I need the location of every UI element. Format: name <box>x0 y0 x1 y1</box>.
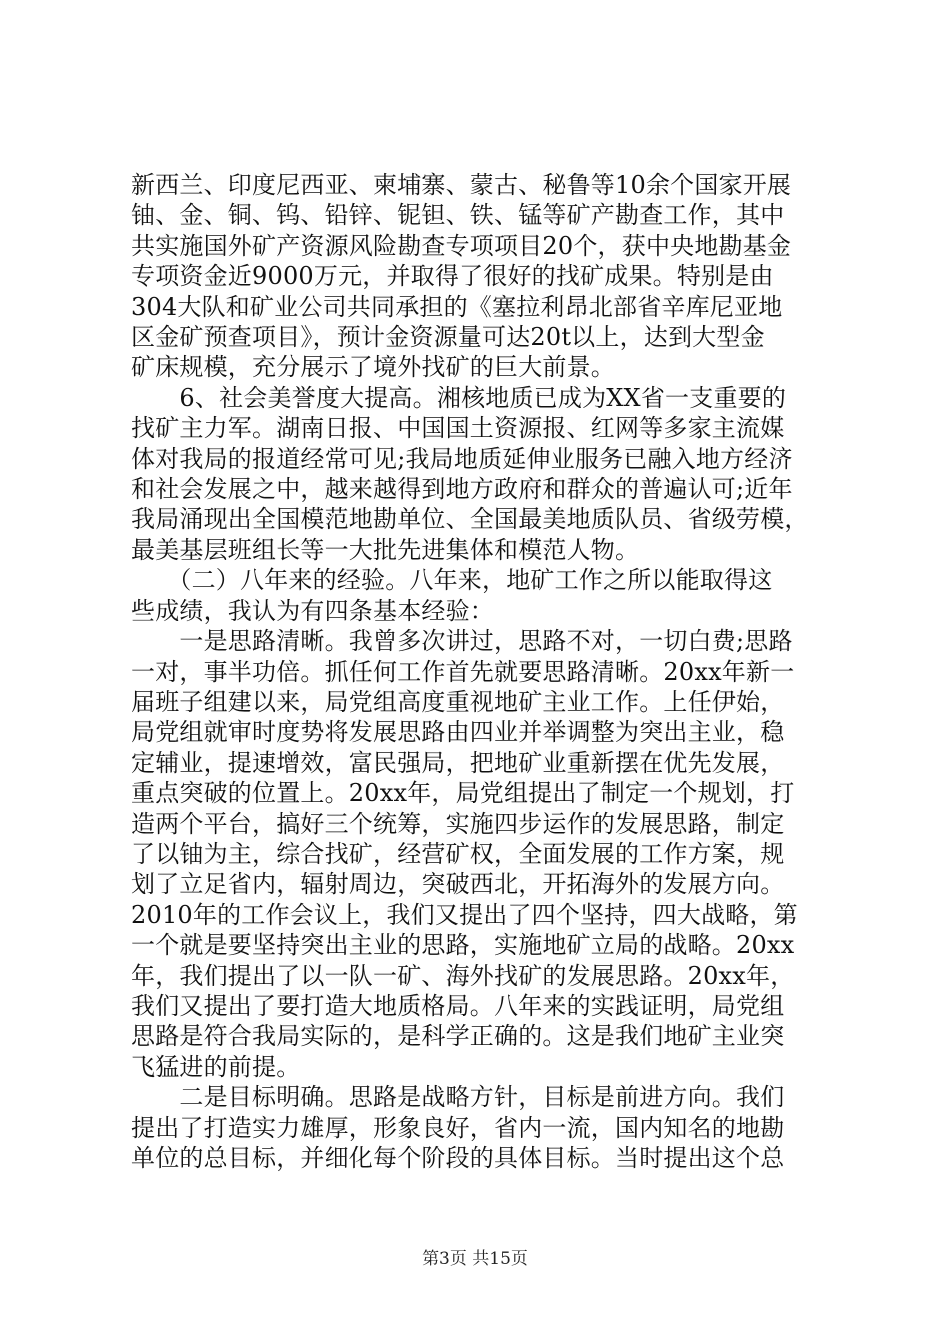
text-line: 造两个平台，搞好三个统筹，实施四步运作的发展思路，制定 <box>131 809 785 838</box>
text-line: 重点突破的位置上。20xx年，局党组提出了制定一个规划，打 <box>131 779 795 808</box>
text-line: 和社会发展之中，越来越得到地方政府和群众的普遍认可;近年 <box>131 475 793 504</box>
text-line: 找矿主力军。湖南日报、中国国土资源报、红网等多家主流媒 <box>131 414 785 443</box>
text-line: 些成绩，我认为有四条基本经验： <box>131 596 494 625</box>
page-number-footer: 第3页 共15页 <box>422 1249 528 1269</box>
text-line: 我局涌现出全国模范地勘单位、全国最美地质队员、省级劳模， <box>131 505 809 534</box>
text-line: 二是目标明确。思路是战略方针，目标是前进方向。我们 <box>131 1083 785 1112</box>
body-text <box>131 170 831 1173</box>
text-line: 矿床规模，充分展示了境外找矿的巨大前景。 <box>131 353 615 382</box>
text-line: 届班子组建以来，局党组高度重视地矿主业工作。上任伊始， <box>131 687 785 716</box>
text-line: 一是思路清晰。我曾多次讲过，思路不对，一切白费;思路 <box>131 627 793 656</box>
text-line: 单位的总目标，并细化每个阶段的具体目标。当时提出这个总 <box>131 1144 785 1172</box>
text-line: 最美基层班组长等一大批先进集体和模范人物。 <box>131 535 640 564</box>
text-line: （二）八年来的经验。八年来，地矿工作之所以能取得这 <box>131 566 773 595</box>
text-line: 专项资金近9000万元，并取得了很好的找矿成果。特别是由 <box>131 262 774 291</box>
text-line: 2010年的工作会议上，我们又提出了四个坚持，四大战略，第 <box>131 900 798 929</box>
text-line: 我们又提出了要打造大地质格局。八年来的实践证明，局党组 <box>131 991 785 1020</box>
text-line: 304大队和矿业公司共同承担的《塞拉利昂北部省辛库尼亚地 <box>131 292 783 321</box>
text-line: 区金矿预查项目》，预计金资源量可达20t以上，达到大型金 <box>131 323 765 352</box>
text-line: 6、社会美誉度大提高。湘核地质已成为XX省一支重要的 <box>131 383 787 412</box>
text-line: 了以铀为主，综合找矿，经营矿权，全面发展的工作方案，规 <box>131 839 785 868</box>
text-line: 局党组就审时度势将发展思路由四业并举调整为突出主业，稳 <box>131 718 785 747</box>
text-line: 划了立足省内，辐射周边，突破西北，开拓海外的发展方向。 <box>131 870 785 899</box>
text-line: 思路是符合我局实际的，是科学正确的。这是我们地矿主业突 <box>131 1022 785 1051</box>
text-line: 体对我局的报道经常可见;我局地质延伸业服务已融入地方经济 <box>131 444 793 473</box>
text-line: 年，我们提出了以一队一矿、海外找矿的发展思路。20xx年， <box>131 961 795 990</box>
text-line: 新西兰、印度尼西亚、柬埔寨、蒙古、秘鲁等10余个国家开展 <box>131 171 792 199</box>
text-line: 飞猛进的前提。 <box>131 1052 301 1081</box>
text-line: 一对，事半功倍。抓任何工作首先就要思路清晰。20xx年新一 <box>131 657 795 686</box>
text-line: 铀、金、铜、钨、铅锌、铌钽、铁、锰等矿产勘查工作，其中 <box>131 201 785 230</box>
text-line: 定辅业，提速增效，富民强局，把地矿业重新摆在优先发展， <box>131 748 785 777</box>
text-line: 共实施国外矿产资源风险勘查专项项目20个，获中央地勘基金 <box>131 231 792 260</box>
text-line: 提出了打造实力雄厚，形象良好，省内一流，国内知名的地勘 <box>131 1113 785 1142</box>
text-line: 一个就是要坚持突出主业的思路，实施地矿立局的战略。20xx <box>131 931 795 960</box>
